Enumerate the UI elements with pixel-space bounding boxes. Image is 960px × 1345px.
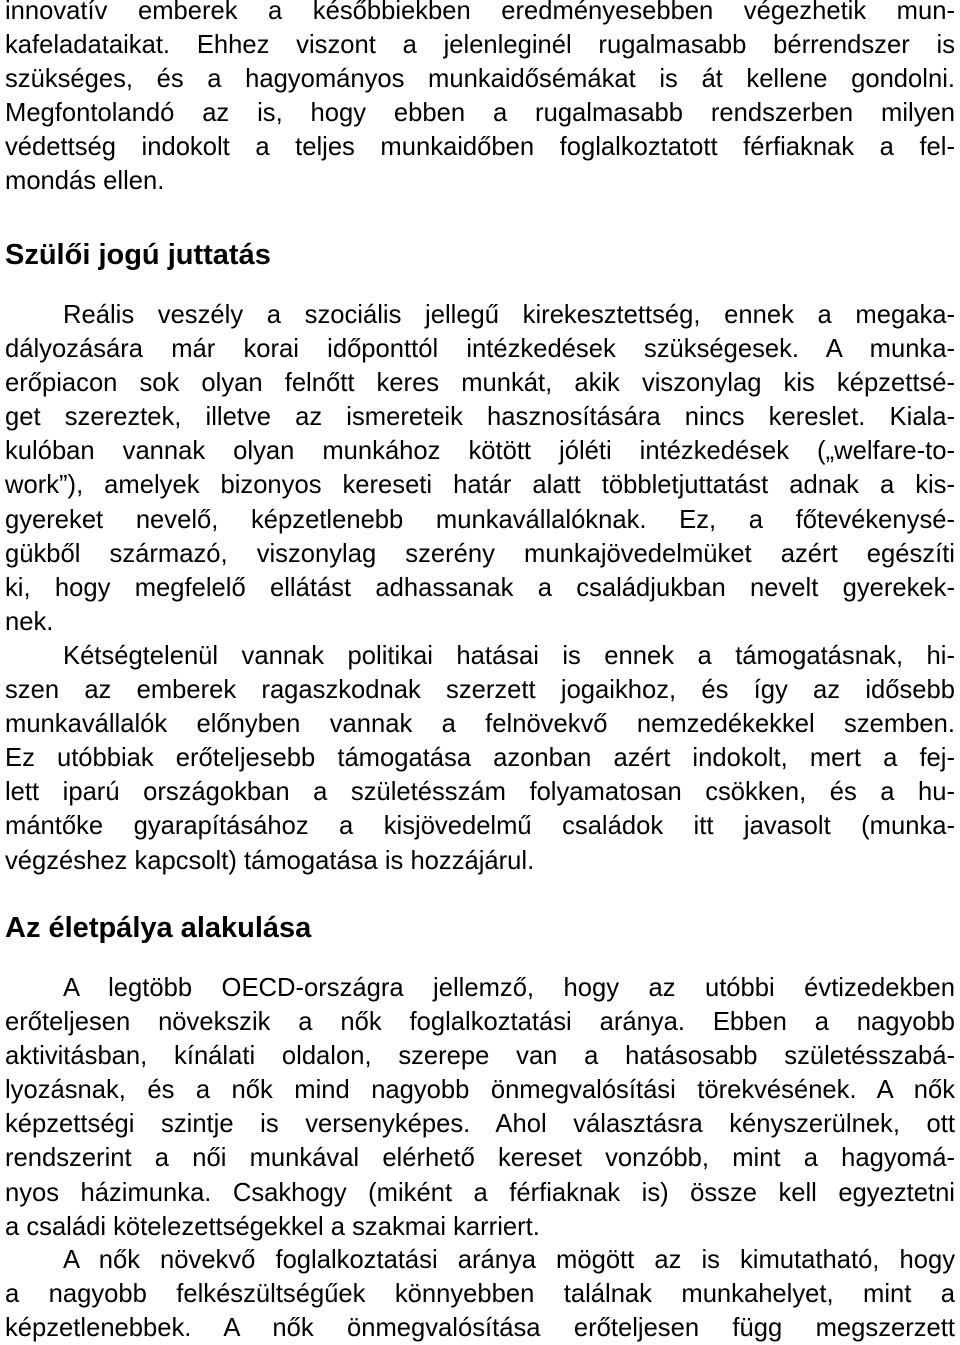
section-heading: Az életpálya alakulása bbox=[5, 912, 312, 944]
text-line: A legtöbb OECD-országra jellemző, hogy az utóbbi évtizedekben bbox=[63, 974, 955, 1002]
text-line: kafeladataikat. Ehhez viszont a jelenleginél rugalmasabb bérrendszer is bbox=[5, 31, 955, 60]
section1-paragraph1 bbox=[5, 298, 955, 639]
text-line: ki, hogy megfelelő ellátást adhassanak a családjukban nevelt gyerekek- bbox=[5, 573, 955, 602]
text-line: a családi kötelezettségekkel a szakmai karriert. bbox=[5, 1212, 540, 1241]
text-line: a nagyobb felkészültségűek könnyebben találnak munkahelyet, mint a bbox=[5, 1280, 955, 1309]
text-line: A nők növekvő foglalkoztatási aránya mögött az is kimutatható, hogy bbox=[63, 1246, 955, 1274]
text-line: lett iparú országokban a születésszám folyamatosan csökken, és a hu- bbox=[5, 778, 955, 807]
intro-paragraph bbox=[5, 0, 955, 199]
text-line: végzéshez kapcsolt) támogatása is hozzájárul. bbox=[5, 846, 535, 875]
text-line: mondás ellen. bbox=[5, 167, 165, 196]
section-heading: Szülői jogú juttatás bbox=[5, 239, 271, 271]
text-line: mántőke gyarapításához a kisjövedelmű családok itt javasolt (munka- bbox=[5, 812, 955, 841]
text-line: Ez utóbbiak erőteljesebb támogatása azonban azért indokolt, mert a fej- bbox=[5, 744, 955, 773]
text-line: szen az emberek ragaszkodnak szerzett jogaikhoz, és így az idősebb bbox=[5, 676, 955, 705]
text-line: szükséges, és a hagyományos munkaidősémákat is át kellene gondolni. bbox=[5, 65, 955, 94]
section1-paragraph2 bbox=[5, 639, 955, 878]
text-line: Reális veszély a szociális jellegű kirekesztettség, ennek a megaka- bbox=[63, 301, 955, 329]
text-line: kulóban vannak olyan munkához kötött jóléti intézkedések („welfare-to- bbox=[5, 437, 955, 466]
text-line: get szereztek, illetve az ismereteik hasznosítására nincs kereslet. Kiala- bbox=[5, 403, 955, 432]
text-line: képzetlenebbek. A nők önmegvalósítása erőteljesen függ megszerzett bbox=[5, 1314, 955, 1343]
text-line: erőpiacon sok olyan felnőtt keres munkát, akik viszonylag kis képzettsé- bbox=[5, 369, 955, 398]
text-line: munkavállalók előnyben vannak a felnövekvő nemzedékekkel szemben. bbox=[5, 710, 955, 739]
text-line: nyos házimunka. Csakhogy (miként a férfiaknak is) össze kell egyeztetni bbox=[5, 1178, 955, 1207]
text-line: Megfontolandó az is, hogy ebben a rugalmasabb rendszerben milyen bbox=[5, 99, 955, 128]
text-line: innovatív emberek a későbbiekben eredményesebben végezhetik mun- bbox=[5, 0, 955, 25]
text-line: Kétségtelenül vannak politikai hatásai is ennek a támogatásnak, hi- bbox=[63, 642, 955, 670]
text-line: gyereket nevelő, képzetlenebb munkavállalóknak. Ez, a főtevékenysé- bbox=[5, 505, 955, 534]
text-line: dályozására már korai időponttól intézkedések szükségesek. A munka- bbox=[5, 335, 955, 364]
text-line: védettség indokolt a teljes munkaidőben foglalkoztatott férfiaknak a fel- bbox=[5, 133, 955, 162]
section2-paragraph2 bbox=[5, 1243, 955, 1345]
text-line: képzettségi szintje is versenyképes. Ahol választásra kényszerülnek, ott bbox=[5, 1110, 955, 1139]
text-line: rendszerint a női munkával elérhető kereset vonzóbb, mint a hagyomá- bbox=[5, 1144, 955, 1173]
text-line: nek. bbox=[5, 607, 54, 636]
section2-paragraph1 bbox=[5, 971, 955, 1244]
text-line: work”), amelyek bizonyos kereseti határ alatt többletjuttatást adnak a kis- bbox=[5, 471, 955, 500]
text-line: gükből származó, viszonylag szerény munkajövedelmüket azért egészíti bbox=[5, 539, 955, 568]
text-line: lyozásnak, és a nők mind nagyobb önmegvalósítási törekvésének. A nők bbox=[5, 1076, 955, 1105]
text-line: aktivitásban, kínálati oldalon, szerepe van a hatásosabb születésszabá- bbox=[5, 1042, 955, 1071]
text-line: erőteljesen növekszik a nők foglalkoztatási aránya. Ebben a nagyobb bbox=[5, 1008, 955, 1037]
